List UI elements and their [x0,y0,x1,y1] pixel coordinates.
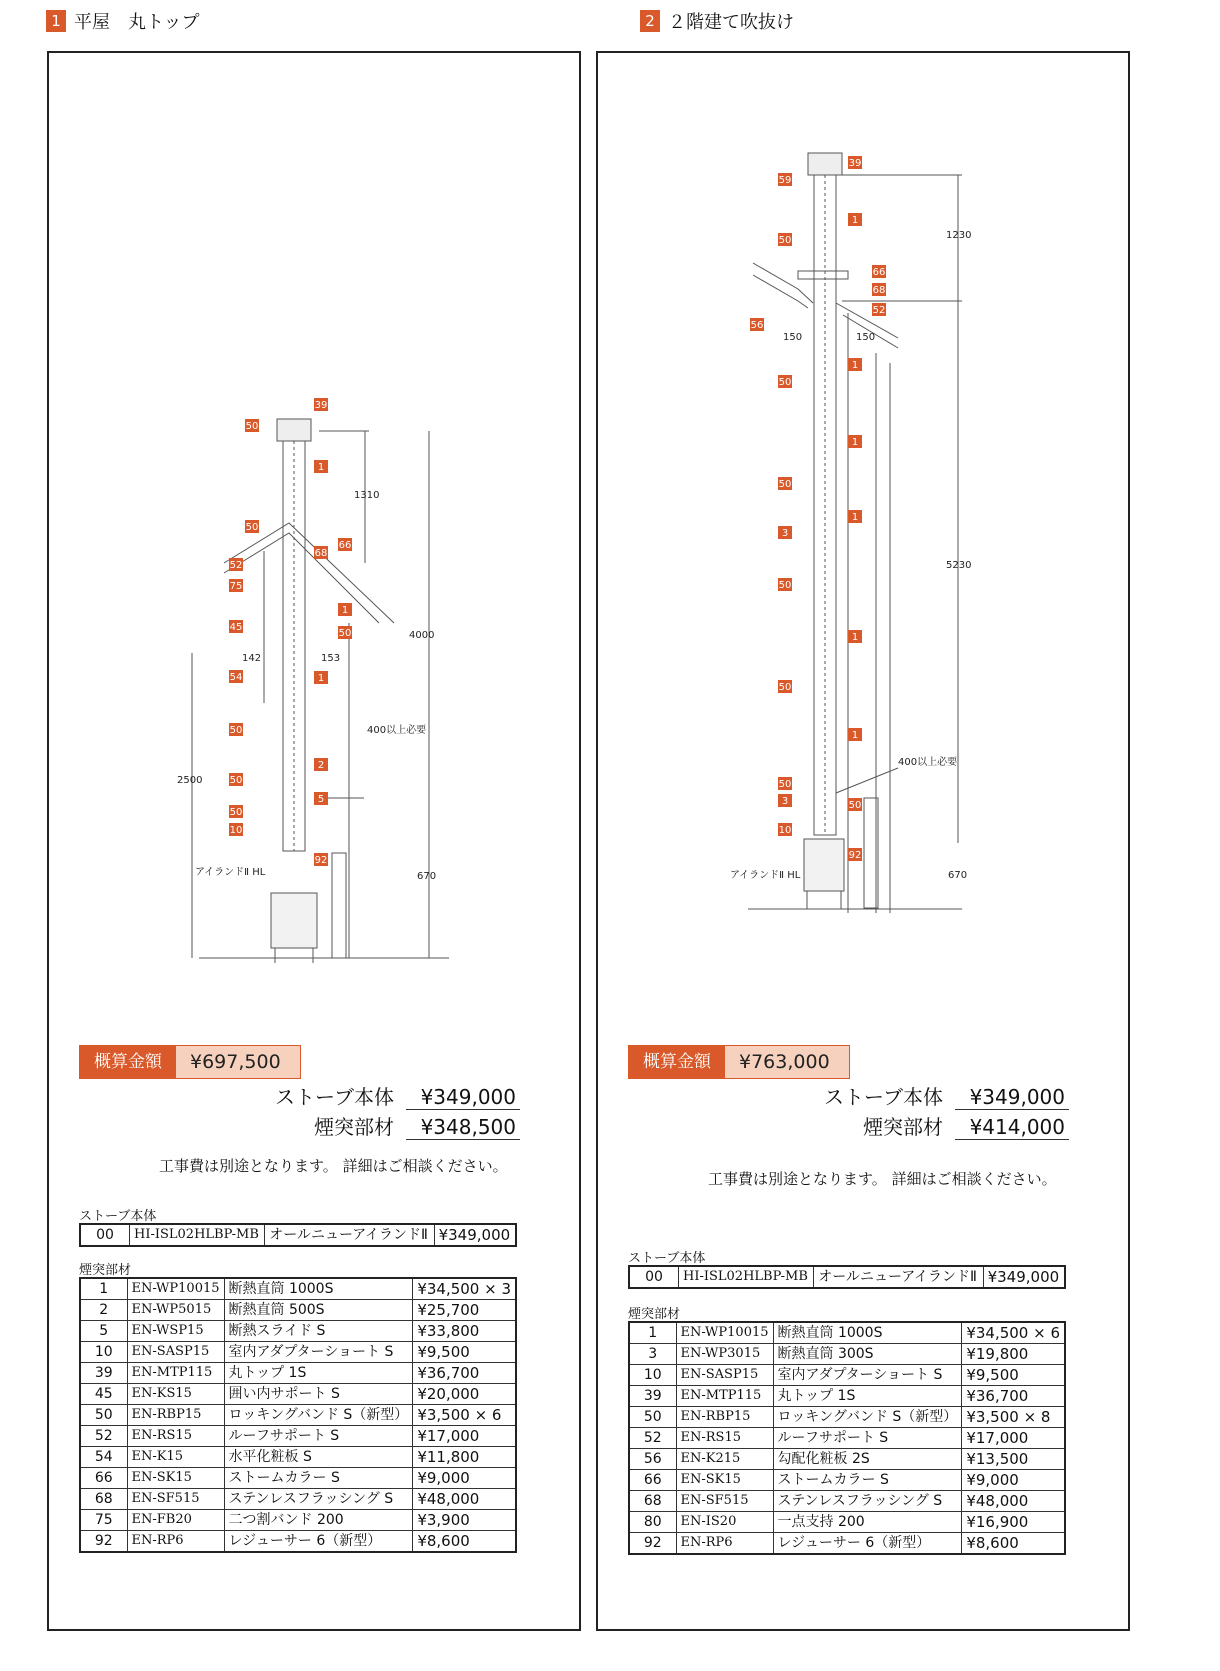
part-tag: 1 [341,605,349,616]
cell-name: 勾配化粧板 2S [773,1449,962,1470]
chimney-price-value: ¥414,000 [955,1115,1069,1140]
cell-no: 39 [629,1386,676,1407]
part-tag: 1 [851,215,859,226]
parts-caption: 煙突部材 [79,1263,132,1278]
table-row [629,1266,1065,1288]
part-tag: 50 [245,522,259,533]
cell-name: 二つ割バンド 200 [224,1510,413,1531]
cell-no: 50 [80,1405,127,1426]
part-tag: 50 [229,807,243,818]
part-tag: 68 [872,285,886,296]
clearance-label: 400以上必要 [898,757,958,768]
cell-code: EN-MTP115 [676,1386,773,1407]
cell-code: EN-WP10015 [127,1278,224,1300]
part-tag: 1 [851,730,859,741]
table-row [629,1533,1065,1555]
cell-no: 54 [80,1447,127,1468]
stove-price-label: ストーブ本体 [824,1085,943,1109]
cell-price: ¥36,700 [962,1386,1065,1407]
part-tag: 50 [245,421,259,432]
part-tag: 52 [872,305,886,316]
cell-no: 68 [80,1489,127,1510]
estimate-label: 概算金額 [629,1046,725,1078]
stove-label: アイランドⅡ HL [730,870,801,881]
stove-price-row [818,1081,1069,1110]
cell-name: ステンレスフラッシング S [224,1489,413,1510]
cell-price: ¥20,000 [413,1384,516,1405]
cell-name: 丸トップ 1S [224,1363,413,1384]
section-title: 平屋 丸トップ [74,12,200,33]
table-row [80,1363,516,1384]
part-tag: 59 [778,175,792,186]
cell-price: ¥36,700 [413,1363,516,1384]
table-row [80,1426,516,1447]
cell-name: 断熱直筒 1000S [773,1322,962,1344]
dim-label: 142 [242,653,262,664]
stove-price-label: ストーブ本体 [275,1085,394,1109]
dim-label: 670 [948,870,968,881]
cell-code: EN-RS15 [127,1426,224,1447]
dim-label: 153 [321,653,341,664]
table-row [80,1384,516,1405]
cell-name: 断熱直筒 300S [773,1344,962,1365]
right-panel [596,51,1130,1631]
cell-name: ルーフサポート S [773,1428,962,1449]
cell-name: 室内アダプターショート S [224,1342,413,1363]
part-tag: 75 [229,581,243,592]
section-number-badge: 1 [46,10,66,32]
part-tag: 45 [229,622,243,633]
table-row [80,1489,516,1510]
part-tag: 39 [314,400,328,411]
cell-code: EN-KS15 [127,1384,224,1405]
cell-price: ¥349,000 [983,1266,1065,1288]
dim-label: 2500 [177,775,203,786]
cell-no: 92 [80,1531,127,1553]
cell-no: 2 [80,1300,127,1321]
estimate-label: 概算金額 [80,1046,176,1078]
cell-no: 5 [80,1321,127,1342]
cell-code: EN-SF515 [127,1489,224,1510]
cell-price: ¥25,700 [413,1300,516,1321]
cell-name: ロッキングバンド S（新型） [773,1407,962,1428]
part-tag: 50 [229,725,243,736]
chimney-price-value: ¥348,500 [406,1115,520,1140]
dim-label: 670 [417,871,437,882]
cell-price: ¥8,600 [962,1533,1065,1555]
cell-no: 52 [80,1426,127,1447]
estimate-value: ¥763,000 [725,1046,849,1078]
cell-price: ¥19,800 [962,1344,1065,1365]
part-tag: 66 [872,267,886,278]
cell-name: 一点支持 200 [773,1512,962,1533]
cell-code: EN-RP6 [127,1531,224,1553]
stove-label: アイランドⅡ HL [195,867,266,878]
cell-code: EN-K215 [676,1449,773,1470]
cell-code: EN-RBP15 [676,1407,773,1428]
cell-price: ¥13,500 [962,1449,1065,1470]
cell-name: ロッキングバンド S（新型） [224,1405,413,1426]
dim-label: 1310 [354,490,380,501]
part-tag: 3 [781,796,789,807]
part-tag: 1 [851,360,859,371]
cell-price: ¥9,500 [413,1342,516,1363]
cell-price: ¥11,800 [413,1447,516,1468]
cell-no: 00 [629,1266,679,1288]
cell-name: 囲い内サポート S [224,1384,413,1405]
stove-table [628,1265,1066,1289]
cell-price: ¥3,500 × 8 [962,1407,1065,1428]
cell-no: 50 [629,1407,676,1428]
parts-table [628,1321,1066,1555]
cell-name: レジューサー 6（新型） [773,1533,962,1555]
part-tag: 92 [848,850,862,861]
cell-no: 45 [80,1384,127,1405]
cell-code: EN-RBP15 [127,1405,224,1426]
cell-no: 1 [80,1278,127,1300]
left-panel [47,51,581,1631]
part-tag: 10 [229,825,243,836]
cell-price: ¥3,500 × 6 [413,1405,516,1426]
clearance-label: 400以上必要 [367,725,427,736]
part-tag: 2 [317,760,325,771]
dim-label: 150 [856,332,876,343]
cell-price: ¥9,500 [962,1365,1065,1386]
cell-price: ¥16,900 [962,1512,1065,1533]
part-tag: 50 [778,779,792,790]
table-row [80,1447,516,1468]
cell-code: EN-SK15 [676,1470,773,1491]
estimate-box [79,1045,301,1079]
cell-name: 断熱直筒 1000S [224,1278,413,1300]
cell-price: ¥48,000 [413,1489,516,1510]
part-tag: 54 [229,672,243,683]
part-tag: 92 [314,855,328,866]
estimate-value: ¥697,500 [176,1046,300,1078]
table-row [80,1224,516,1246]
table-row [80,1405,516,1426]
cell-code: EN-IS20 [676,1512,773,1533]
cell-code: EN-MTP115 [127,1363,224,1384]
cell-price: ¥9,000 [413,1468,516,1489]
part-tag: 50 [778,479,792,490]
cell-no: 75 [80,1510,127,1531]
cell-name: ステンレスフラッシング S [773,1491,962,1512]
cell-code: HI-ISL02HLBP-MB [130,1224,265,1246]
cell-code: EN-WP5015 [127,1300,224,1321]
table-row [629,1512,1065,1533]
cell-no: 52 [629,1428,676,1449]
table-row [629,1365,1065,1386]
cell-no: 92 [629,1533,676,1555]
part-tag: 5 [317,794,325,805]
cell-code: EN-SASP15 [676,1365,773,1386]
chimney-price-row [269,1111,520,1140]
cell-no: 66 [629,1470,676,1491]
parts-table [79,1277,517,1553]
part-tag: 10 [778,825,792,836]
part-tag: 50 [229,775,243,786]
dim-label: 150 [783,332,803,343]
part-tag: 1 [851,632,859,643]
cell-price: ¥48,000 [962,1491,1065,1512]
part-tag: 39 [848,158,862,169]
cell-code: EN-K15 [127,1447,224,1468]
cell-code: EN-RS15 [676,1428,773,1449]
chimney-diagram-left [49,53,579,1013]
cell-code: EN-RP6 [676,1533,773,1555]
cell-no: 3 [629,1344,676,1365]
parts-caption: 煙突部材 [628,1307,681,1322]
cell-no: 39 [80,1363,127,1384]
part-tag: 50 [778,682,792,693]
table-row [629,1491,1065,1512]
cell-no: 80 [629,1512,676,1533]
part-tag: 50 [778,377,792,388]
cell-name: オールニューアイランドⅡ [265,1224,434,1246]
part-tag: 3 [781,528,789,539]
estimate-box [628,1045,850,1079]
construction-note: 工事費は別途となります。 詳細はご相談ください。 [159,1157,508,1175]
cell-name: ストームカラー S [224,1468,413,1489]
cell-name: 水平化粧板 S [224,1447,413,1468]
table-row [629,1449,1065,1470]
cell-name: レジューサー 6（新型） [224,1531,413,1553]
table-row [629,1322,1065,1344]
stove-caption: ストーブ本体 [79,1209,157,1224]
cell-name: 丸トップ 1S [773,1386,962,1407]
cell-name: 室内アダプターショート S [773,1365,962,1386]
table-row [629,1428,1065,1449]
table-row [80,1531,516,1553]
left-section-header [46,8,199,34]
part-tag: 1 [317,673,325,684]
cell-code: EN-SASP15 [127,1342,224,1363]
part-tag: 52 [229,560,243,571]
cell-no: 68 [629,1491,676,1512]
part-tag: 1 [851,512,859,523]
stove-table [79,1223,517,1247]
cell-no: 56 [629,1449,676,1470]
cell-price: ¥33,800 [413,1321,516,1342]
cell-no: 00 [80,1224,130,1246]
table-row [80,1300,516,1321]
chimney-price-label: 煙突部材 [314,1115,394,1139]
cell-price: ¥8,600 [413,1531,516,1553]
table-row [629,1344,1065,1365]
dim-label: 5230 [946,560,972,571]
table-row [80,1342,516,1363]
cell-no: 66 [80,1468,127,1489]
cell-code: EN-WP10015 [676,1322,773,1344]
table-row [629,1470,1065,1491]
cell-price: ¥17,000 [413,1426,516,1447]
cell-name: ストームカラー S [773,1470,962,1491]
chimney-price-row [818,1111,1069,1140]
cell-price: ¥34,500 × 3 [413,1278,516,1300]
cell-name: 断熱直筒 500S [224,1300,413,1321]
cell-price: ¥9,000 [962,1470,1065,1491]
cell-price: ¥3,900 [413,1510,516,1531]
table-row [80,1510,516,1531]
cell-price: ¥349,000 [434,1224,516,1246]
stove-price-row [269,1081,520,1110]
cell-name: 断熱スライド S [224,1321,413,1342]
part-tag: 50 [778,235,792,246]
cell-no: 10 [629,1365,676,1386]
cell-code: EN-WSP15 [127,1321,224,1342]
table-row [80,1321,516,1342]
part-tag: 66 [338,540,352,551]
part-tags [750,156,886,861]
part-tag: 68 [314,548,328,559]
part-tag: 1 [851,437,859,448]
part-tag: 50 [338,628,352,639]
cell-price: ¥34,500 × 6 [962,1322,1065,1344]
section-title: ２階建て吹抜け [668,12,794,33]
cell-name: ルーフサポート S [224,1426,413,1447]
cell-no: 1 [629,1322,676,1344]
table-row [629,1386,1065,1407]
cell-code: EN-SK15 [127,1468,224,1489]
stove-price-value: ¥349,000 [955,1085,1069,1110]
part-tag: 1 [317,462,325,473]
table-row [80,1468,516,1489]
part-tags [229,398,352,866]
dim-label: 4000 [409,630,435,641]
cell-code: EN-SF515 [676,1491,773,1512]
cell-code: HI-ISL02HLBP-MB [679,1266,814,1288]
part-tag: 50 [778,580,792,591]
chimney-diagram-right [598,53,1128,1013]
cell-no: 10 [80,1342,127,1363]
table-row [80,1278,516,1300]
cell-code: EN-FB20 [127,1510,224,1531]
chimney-price-label: 煙突部材 [863,1115,943,1139]
section-number-badge: 2 [640,10,660,32]
stove-caption: ストーブ本体 [628,1251,706,1266]
dim-label: 1230 [946,230,972,241]
table-row [629,1407,1065,1428]
right-section-header [640,8,794,34]
cell-code: EN-WP3015 [676,1344,773,1365]
part-tag: 56 [750,320,764,331]
part-tag: 50 [848,800,862,811]
construction-note: 工事費は別途となります。 詳細はご相談ください。 [708,1170,1057,1188]
stove-price-value: ¥349,000 [406,1085,520,1110]
cell-name: オールニューアイランドⅡ [814,1266,983,1288]
cell-price: ¥17,000 [962,1428,1065,1449]
